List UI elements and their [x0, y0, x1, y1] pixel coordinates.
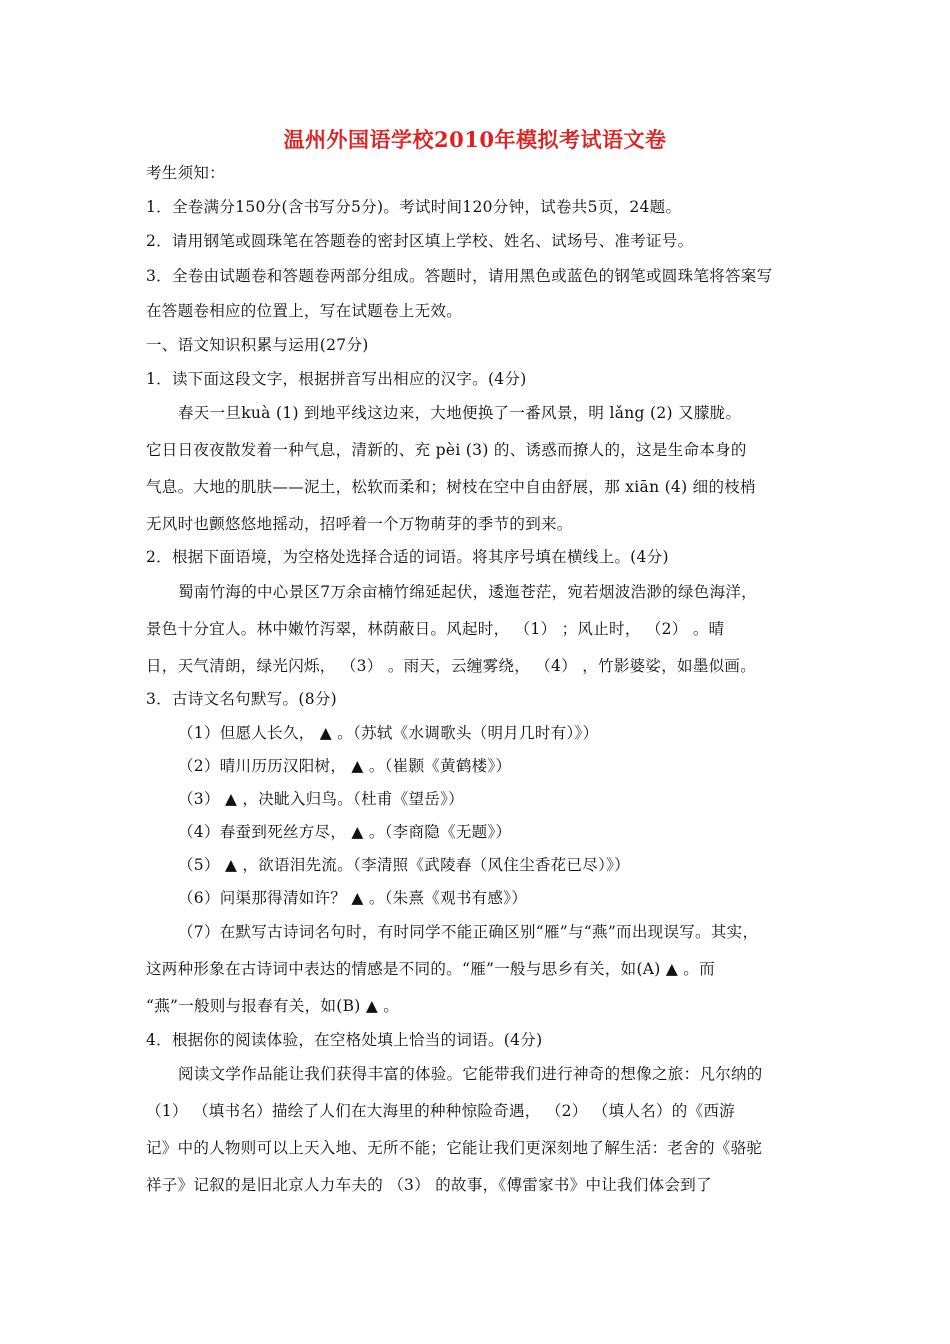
notice-item-1: 1．全卷满分150分(含书写分5分)。考试时间120分钟，试卷共5页，24题。 [146, 198, 682, 216]
poem-item-3: （3） ▲ ，决眦入归鸟。（杜甫《望岳》） [178, 790, 464, 808]
question-2: 2．根据下面语境，为空格处选择合适的词语。将其序号填在横线上。(4分) [146, 548, 669, 566]
notice-item-3-cont: 在答题卷相应的位置上，写在试题卷上无效。 [146, 302, 463, 320]
question-4: 4．根据你的阅读体验，在空格处填上恰当的词语。(4分) [146, 1031, 543, 1049]
section-heading: 一、语文知识积累与运用(27分) [146, 336, 369, 354]
passage-line: 记》中的人物则可以上天入地、无所不能；它能让我们更深刻地了解生活：老舍的《骆驼 [146, 1139, 763, 1157]
poem-item-2: （2）晴川历历汉阳树， ▲ 。（崔颢《黄鹤楼》） [178, 757, 512, 775]
question-1: 1．读下面这段文字，根据拼音写出相应的汉字。(4分) [146, 370, 527, 388]
notice-heading: 考生须知： [146, 164, 226, 182]
passage-line: 无风时也颤悠悠地摇动，招呼着一个万物萌芽的季节的到来。 [146, 515, 573, 533]
passage-line: 日，天气清朗，绿光闪烁， （3） 。雨天，云缠雾绕， （4） ，竹影婆娑，如墨似画。 [146, 657, 757, 675]
passage-line: 景色十分宜人。林中嫩竹泻翠，林荫蔽日。风起时， （1） ；风止时， （2） 。晴 [146, 620, 725, 638]
passage-line: 蜀南竹海的中心景区7万余亩楠竹绵延起伏，逶迤苍茫，宛若烟波浩渺的绿色海洋， [178, 583, 757, 601]
question-3: 3．古诗文名句默写。(8分) [146, 690, 338, 708]
poem-item-4: （4）春蚕到死丝方尽， ▲ 。（李商隐《无题》） [178, 823, 512, 841]
poem-item-5: （5） ▲ ，欲语泪先流。（李清照《武陵春（风住尘香花已尽）》） [178, 856, 630, 874]
notice-item-2: 2．请用钢笔或圆珠笔在答题卷的密封区填上学校、姓名、试场号、准考证号。 [146, 232, 694, 250]
passage-line: 这两种形象在古诗词中表达的情感是不同的。“雁”一般与思乡有关，如(A) ▲ 。而 [146, 960, 715, 978]
passage-line: 它日日夜夜散发着一种气息，清新的、充 pèi (3) 的、诱惑而撩人的，这是生命本身的 [146, 441, 747, 459]
passage-line: （1） （填书名）描绘了人们在大海里的种种惊险奇遇， （2） （填人名）的《西游 [146, 1102, 736, 1120]
passage-line: “燕”一般则与报春有关，如(B) ▲ 。 [146, 997, 400, 1015]
poem-item-1: （1）但愿人长久， ▲ 。（苏轼《水调歌头（明月几时有）》） [178, 724, 599, 742]
passage-line: 气息。大地的肌肤——泥土，松软而柔和；树枝在空中自由舒展，那 xiān (4) 细的枝梢 [146, 478, 756, 496]
poem-item-7: （7）在默写古诗词名句时，有时同学不能正确区别“雁”与“燕”而出现误写。其实， [178, 923, 759, 941]
passage-line: 春天一旦kuà (1) 到地平线这边来，大地便换了一番风景，明 lǎng (2) 又朦胧。 [178, 404, 742, 422]
notice-item-3: 3．全卷由试题卷和答题卷两部分组成。答题时，请用黑色或蓝色的钢笔或圆珠笔将答案写 [146, 267, 773, 285]
page-title: 温州外国语学校2010年模拟考试语文卷 [283, 127, 667, 152]
poem-item-6: （6）问渠那得清如许？ ▲ 。（朱熹《观书有感》） [178, 889, 528, 907]
passage-line: 祥子》记叙的是旧北京人力车夫的 （3） 的故事，《傅雷家书》中让我们体会到了 [146, 1176, 712, 1194]
passage-line: 阅读文学作品能让我们获得丰富的体验。它能带我们进行神奇的想像之旅：凡尔纳的 [178, 1065, 763, 1083]
